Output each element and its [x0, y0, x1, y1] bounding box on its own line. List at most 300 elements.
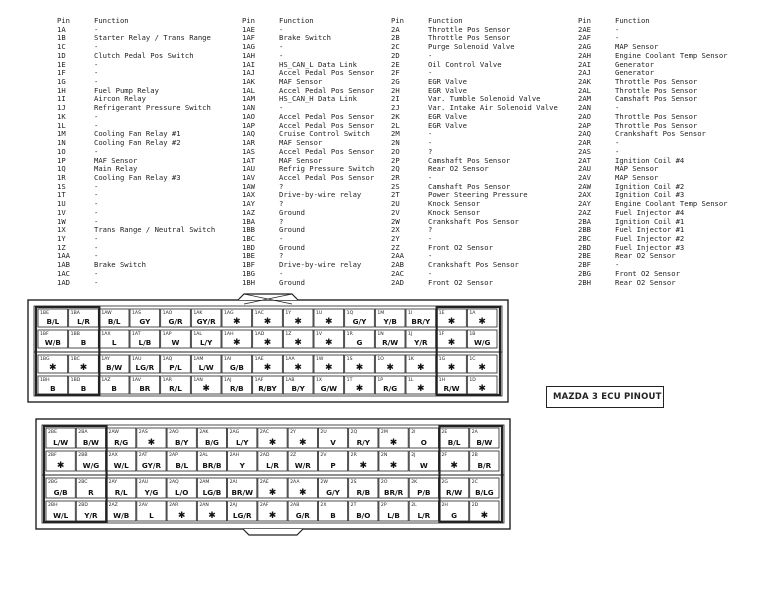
wire-color: ✱ — [263, 338, 272, 348]
pin-function: Clutch Pedal Pos Switch — [94, 50, 194, 60]
wire-color: G/B — [53, 488, 68, 497]
pin-function: - — [94, 146, 99, 156]
wire-color: LG/B — [202, 488, 222, 497]
pin-function: Generator — [615, 59, 654, 69]
pin-cell — [107, 428, 136, 448]
pin-number: 2AB — [290, 503, 300, 508]
pin-id: 2X — [391, 225, 400, 235]
wire-color: ✱ — [386, 363, 394, 373]
pin-number: 2AG — [229, 430, 240, 435]
pin-function: Brake Switch — [279, 33, 331, 43]
pin-cell — [375, 355, 405, 373]
pin-number: 2I — [411, 430, 416, 435]
pin-id: 2A — [391, 24, 400, 34]
pin-cell — [69, 376, 99, 394]
pin-function: - — [94, 68, 99, 78]
pin-number: 1AG — [224, 311, 234, 316]
pin-function: - — [615, 138, 620, 148]
pin-number: 2X — [320, 503, 327, 508]
pin-function: Cooling Fan Relay #2 — [94, 138, 181, 148]
pin-function: Rear O2 Sensor — [615, 277, 676, 287]
pin-header: Pin — [57, 16, 70, 25]
wire-color: ✱ — [294, 317, 302, 327]
pin-number: 1AI — [224, 357, 232, 362]
pin-number: 1K — [408, 357, 414, 362]
wire-color: B/L — [175, 461, 189, 470]
pin-function: - — [94, 251, 99, 261]
wire-color: ✱ — [268, 511, 277, 521]
pin-number: 2J — [411, 453, 416, 458]
pin-number: 1AV — [132, 378, 141, 383]
wire-color: LG/R — [135, 363, 155, 372]
pin-cell — [283, 355, 313, 373]
pin-function: Engine Coolant Temp Sensor — [615, 50, 728, 60]
wire-color: L/B — [387, 511, 400, 520]
pin-function: ? — [279, 216, 284, 226]
pin-number: 1AW — [101, 311, 112, 316]
pin-number: 2AF — [259, 503, 269, 508]
pin-id: 2BA — [578, 216, 591, 226]
pin-cell — [288, 478, 317, 498]
pin-id: 1R — [57, 172, 66, 182]
pin-cell — [99, 355, 129, 373]
pin-id: 1BC — [242, 233, 255, 243]
wire-color: ✱ — [268, 488, 277, 498]
connector-2-bottom-latch — [243, 529, 303, 535]
pin-id: 2BC — [578, 233, 591, 243]
pin-number: 1AF — [254, 378, 264, 383]
pin-function: Refrigerant Pressure Switch — [94, 103, 211, 113]
wire-color: W/G — [473, 338, 491, 347]
pin-cell — [470, 451, 499, 471]
pin-function: MAP Sensor — [615, 42, 659, 52]
pin-number: 2BE — [48, 430, 57, 435]
pin-number: 2P — [380, 503, 387, 508]
pin-cell — [222, 330, 252, 348]
pin-function: - — [94, 242, 99, 252]
pin-id: 1T — [57, 190, 66, 200]
pin-id: 1AF — [242, 33, 255, 43]
pin-id: 2S — [391, 181, 400, 191]
pin-number: 1AZ — [101, 378, 111, 383]
pin-number: 2AC — [259, 430, 270, 435]
pin-id: 1AQ — [242, 129, 255, 139]
pin-id: 2AO — [578, 111, 591, 121]
wire-color: ✱ — [325, 317, 333, 327]
pin-number: 2AJ — [229, 503, 238, 508]
wire-color: B/L — [46, 317, 60, 326]
pin-function: - — [94, 216, 99, 226]
pin-id: 2T — [391, 190, 400, 200]
wire-color: ✱ — [298, 438, 307, 448]
pin-cell — [345, 376, 375, 394]
pin-function: - — [94, 111, 99, 121]
pin-number: 2Z — [290, 453, 297, 458]
pin-function: Throttle Pos Sensor — [615, 77, 698, 87]
pin-cell — [38, 330, 68, 348]
pin-function: Crankshaft Pos Sensor — [428, 260, 519, 270]
pin-cell — [437, 309, 467, 327]
pin-number: 2N — [380, 453, 388, 458]
pin-id: 1P — [57, 155, 66, 165]
pin-number: 1AB — [285, 378, 295, 383]
pin-id: 1D — [57, 50, 66, 60]
pin-function: MAF Sensor — [279, 138, 323, 148]
pin-cell — [318, 428, 347, 448]
pin-function: Crankshaft Pos Sensor — [615, 129, 706, 139]
pin-id: 2I — [391, 94, 400, 104]
pin-number: 1C — [469, 357, 476, 362]
pin-cell — [253, 376, 283, 394]
pin-function: - — [279, 233, 284, 243]
wire-color: B — [111, 384, 117, 393]
pin-cell — [222, 376, 252, 394]
pin-cell — [258, 478, 287, 498]
pin-function: Camshaft Pos Sensor — [428, 181, 511, 191]
pin-function: Accel Pedal Pos Sensor — [279, 68, 375, 78]
pin-id: 2AY — [578, 199, 591, 209]
pin-function: - — [94, 199, 99, 209]
pin-number: 1BH — [40, 378, 50, 383]
pin-number: 2BD — [78, 503, 88, 508]
pin-function: - — [94, 24, 99, 34]
pin-function: Oil Control Valve — [428, 59, 502, 69]
pin-function: Throttle Pos Sensor — [428, 24, 511, 34]
pin-id: 2W — [391, 216, 400, 226]
wire-color: G/R — [168, 317, 183, 326]
pin-function: Drive-by-wire relay — [279, 190, 362, 200]
pin-number: 1BA — [70, 311, 80, 316]
pin-function: Fuel Pump Relay — [94, 85, 159, 95]
pin-function: HS_CAN_L Data Link — [279, 59, 357, 69]
pin-cell — [409, 428, 438, 448]
pin-function: - — [615, 33, 620, 43]
pin-cell — [439, 428, 468, 448]
pin-number: 2AD — [259, 453, 270, 458]
pin-number: 2AU — [138, 480, 149, 485]
pin-cell — [137, 478, 166, 498]
pin-id: 1AG — [242, 42, 255, 52]
wire-color: L/O — [175, 488, 189, 497]
pin-cell — [107, 501, 136, 521]
pin-cell — [253, 330, 283, 348]
wire-color: W — [171, 338, 180, 347]
pin-number: 1S — [346, 357, 353, 362]
pin-number: 2C — [471, 480, 478, 485]
pin-function: Front O2 Sensor — [615, 268, 680, 278]
pin-cell — [130, 376, 160, 394]
wire-color: LG/R — [232, 511, 252, 520]
wire-color: R — [88, 488, 94, 497]
wire-color: ✱ — [480, 511, 489, 521]
pin-function: Ground — [279, 225, 305, 235]
pin-number: 1AN — [193, 378, 203, 383]
pin-cell — [46, 428, 75, 448]
wire-color: ✱ — [389, 438, 398, 448]
pin-number: 2Y — [290, 430, 296, 435]
wire-color: ✱ — [325, 363, 333, 373]
pin-function: - — [94, 120, 99, 130]
wire-color: R/Y — [356, 438, 370, 447]
wire-color: L/R — [77, 317, 90, 326]
wire-color: ✱ — [294, 363, 302, 373]
wire-color: G/R — [295, 511, 310, 520]
wire-color: R/W — [443, 384, 460, 393]
pin-id: 1Q — [57, 164, 66, 174]
wire-color: ✱ — [177, 511, 186, 521]
pin-number: 1O — [377, 357, 384, 362]
pin-number: 2K — [411, 480, 418, 485]
pin-number: 1AH — [224, 332, 234, 337]
diagram-title — [546, 386, 664, 408]
pin-cell — [191, 376, 221, 394]
pin-number: 2AQ — [169, 480, 179, 485]
pin-id: 1AH — [242, 50, 255, 60]
pin-number: 2Q — [350, 430, 358, 435]
pin-function: ? — [279, 181, 284, 191]
pin-function: MAF Sensor — [94, 155, 138, 165]
wire-color: L/R — [266, 461, 279, 470]
wire-color: ✱ — [233, 338, 241, 348]
pin-function: Accel Pedal Pos Sensor — [279, 120, 375, 130]
pin-id: 2O — [391, 146, 400, 156]
pin-number: 1F — [438, 332, 445, 337]
pin-function: ? — [428, 146, 433, 156]
wire-color: G — [356, 338, 363, 347]
pin-number: 1V — [316, 332, 323, 337]
pin-function: - — [615, 103, 620, 113]
pin-function: Fuel Injector #2 — [615, 233, 685, 243]
pin-number: 2BA — [78, 430, 88, 435]
pin-number: 1W — [316, 357, 324, 362]
pin-id: 1AB — [57, 260, 70, 270]
pin-id: 2Y — [391, 233, 400, 243]
pin-header: Pin — [242, 16, 255, 25]
pin-id: 2AS — [578, 146, 591, 156]
pin-cell — [99, 309, 129, 327]
pin-id: 2C — [391, 42, 400, 52]
pin-number: 1I — [408, 311, 413, 316]
pin-function: Generator — [615, 68, 654, 78]
pin-number: 2V — [320, 453, 327, 458]
wire-color: R/B — [356, 488, 371, 497]
pin-id: 1BA — [242, 216, 255, 226]
pin-id: 2AD — [391, 277, 404, 287]
pin-number: 2AT — [138, 453, 148, 458]
wire-color: BR — [139, 384, 151, 393]
wire-color: B/W — [476, 438, 493, 447]
pin-cell — [76, 501, 105, 521]
pin-function: Knock Sensor — [428, 199, 480, 209]
pin-number: 2AO — [169, 430, 179, 435]
pin-id: 2K — [391, 111, 400, 121]
wire-color: G/B — [229, 363, 244, 372]
pin-number: 2AY — [108, 480, 118, 485]
wire-color: Y/G — [144, 488, 159, 497]
pin-number: 1AJ — [224, 378, 232, 383]
pin-number: 1AA — [285, 357, 295, 362]
pin-id: 1X — [57, 225, 66, 235]
wire-color: ✱ — [355, 384, 364, 394]
pin-id: 2AE — [578, 24, 591, 34]
pin-id: 1AE — [242, 24, 255, 34]
wire-color: B/L — [107, 317, 121, 326]
wire-color: B/R — [477, 461, 492, 470]
pin-id: 1AR — [242, 138, 255, 148]
function-header: Function — [94, 16, 129, 25]
pin-function: Camshaft Pos Sensor — [615, 94, 698, 104]
pin-cell — [375, 330, 405, 348]
wire-color: ✱ — [417, 384, 425, 394]
pin-function: - — [94, 42, 99, 52]
pin-function: Rear O2 Sensor — [428, 164, 489, 174]
pin-id: 1B — [57, 33, 66, 43]
pin-function: EGR Valve — [428, 77, 467, 87]
pin-function: Cooling Fan Relay #3 — [94, 172, 181, 182]
pin-id: 2J — [391, 103, 400, 113]
wire-color: GY — [139, 317, 151, 326]
pin-number: 2A — [471, 430, 478, 435]
pin-id: 2AU — [578, 164, 591, 174]
wire-color: W/B — [113, 511, 130, 520]
pin-function: ? — [428, 225, 433, 235]
pin-function: Accel Pedal Pos Sensor — [279, 172, 375, 182]
pin-function: - — [94, 207, 99, 217]
pin-function: Throttle Pos Sensor — [615, 120, 698, 130]
pin-number: 2F — [441, 453, 448, 458]
pin-number: 1BG — [40, 357, 50, 362]
pin-number: 2D — [471, 503, 479, 508]
pin-cell — [191, 309, 221, 327]
pin-function: - — [94, 268, 99, 278]
pin-id: 1K — [57, 111, 66, 121]
pin-number: 2BB — [78, 453, 88, 458]
pin-cell — [470, 478, 499, 498]
pin-cell — [228, 501, 257, 521]
pin-cell — [130, 309, 160, 327]
pin-id: 2N — [391, 138, 400, 148]
pin-number: 2AK — [199, 430, 209, 435]
pin-cell — [318, 451, 347, 471]
wire-color: R/G — [383, 384, 398, 393]
pin-number: 1AO — [162, 311, 173, 316]
pin-function: Front O2 Sensor — [428, 277, 493, 287]
pin-id: 1AN — [242, 103, 255, 113]
pin-number: 2AR — [169, 503, 179, 508]
pin-cell — [379, 428, 408, 448]
wire-color: R/W — [382, 338, 399, 347]
pin-function: - — [428, 68, 433, 78]
wire-color: ✱ — [49, 363, 57, 373]
pin-id: 1C — [57, 42, 66, 52]
pin-id: 2AB — [391, 260, 404, 270]
pin-id: 1E — [57, 59, 66, 69]
wire-color: ✱ — [263, 363, 272, 373]
pin-cell — [137, 451, 166, 471]
pin-function: Rear O2 Sensor — [615, 251, 676, 261]
pin-number: 1BD — [70, 378, 81, 383]
pin-number: 1AE — [254, 357, 264, 362]
pin-number: 2G — [441, 480, 448, 485]
wire-color: P/B — [417, 488, 431, 497]
pin-cell — [345, 309, 375, 327]
pin-number: 1D — [469, 378, 476, 383]
pin-number: 2AH — [229, 453, 240, 458]
pin-cell — [409, 478, 438, 498]
pin-id: 2BF — [578, 260, 591, 270]
wire-color: L/Y — [199, 338, 213, 347]
wire-color: ✱ — [478, 363, 486, 373]
wire-color: BR/B — [202, 461, 222, 470]
pin-cell — [467, 355, 497, 373]
pin-id: 1L — [57, 120, 66, 130]
pin-cell — [222, 355, 252, 373]
pin-function: - — [279, 42, 284, 52]
pin-function: Purge Solenoid Valve — [428, 42, 515, 52]
pin-cell — [406, 330, 436, 348]
pin-number: 2AS — [138, 430, 148, 435]
pin-id: 1AK — [242, 77, 255, 87]
pin-id: 2H — [391, 85, 400, 95]
pin-id: 1N — [57, 138, 66, 148]
pin-number: 1AK — [193, 311, 203, 316]
pin-cell — [379, 478, 408, 498]
wire-color: ✱ — [447, 338, 456, 348]
pin-cell — [318, 478, 347, 498]
wire-color: ✱ — [208, 511, 216, 521]
pin-id: 2E — [391, 59, 400, 69]
pin-number: 1AD — [254, 332, 265, 337]
pin-function: Front O2 Sensor — [428, 242, 493, 252]
pin-id: 1AC — [57, 268, 70, 278]
pin-function: Brake Switch — [94, 260, 146, 270]
function-header: Function — [615, 16, 650, 25]
pin-function: - — [428, 251, 433, 261]
pin-cell — [161, 376, 191, 394]
pin-number: 2AM — [199, 480, 210, 485]
pin-function: Fuel Injector #1 — [615, 225, 685, 235]
pin-id: 1AZ — [242, 207, 255, 217]
pin-number: 1E — [438, 311, 445, 316]
pin-id: 1AY — [242, 199, 255, 209]
pin-number: 2AE — [259, 480, 269, 485]
pin-id: 1AP — [242, 120, 255, 130]
wire-color: R/L — [169, 384, 182, 393]
pin-function: Main Relay — [94, 164, 138, 174]
pin-number: 1BC — [70, 357, 80, 362]
pin-number: 2AA — [290, 480, 300, 485]
pin-function: Accel Pedal Pos Sensor — [279, 146, 375, 156]
wire-color: ✱ — [450, 461, 458, 471]
pin-cell — [439, 451, 468, 471]
pin-cell — [345, 330, 375, 348]
pin-cell — [406, 309, 436, 327]
pin-function: MAF Sensor — [279, 77, 323, 87]
pin-function: - — [615, 24, 620, 34]
pin-cell — [228, 428, 257, 448]
pin-cell — [46, 451, 75, 471]
wire-color: Y/R — [414, 338, 428, 347]
pin-cell — [314, 376, 344, 394]
wire-color: B/W — [82, 438, 99, 447]
pin-id: 1S — [57, 181, 66, 191]
wire-color: ✱ — [447, 363, 456, 373]
pin-number: 1N — [377, 332, 384, 337]
pin-id: 2AA — [391, 251, 404, 261]
pin-function: Var. Intake Air Solenoid Valve — [428, 103, 558, 113]
pin-number: 2W — [320, 480, 328, 485]
pin-id: 1AL — [242, 85, 255, 95]
